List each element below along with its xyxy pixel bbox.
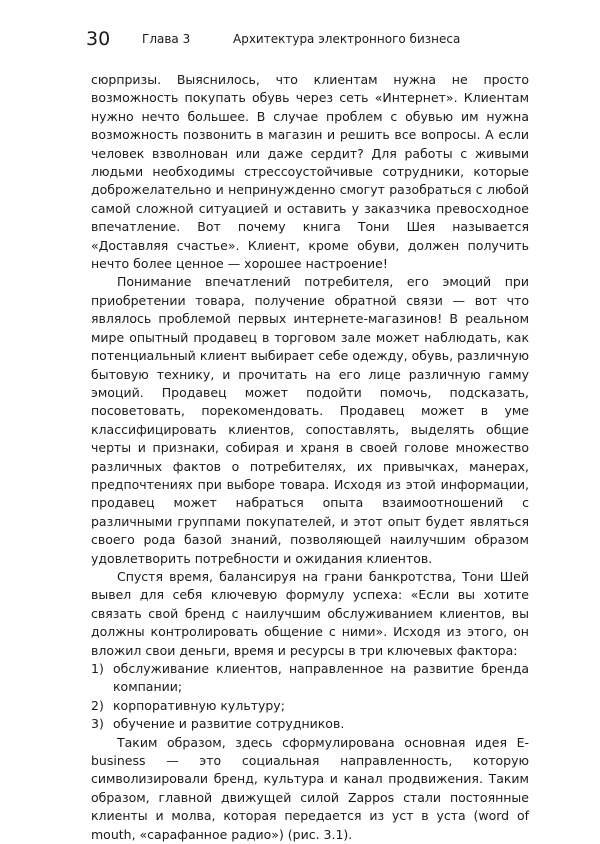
- paragraph-customer-emotions: Понимание впечатлений потребителя, его эмоций при приобретении товара, получение обратной связи — вот что являлось проблемой первых интернете-магазинов! В реальном мире опытный продавец в торговом зале может наблюдать, как потенциальный клиент выбирает себе одежду, обувь, различную бытовую технику, и прочитать на его лице различную гамму эмоций. Продавец может подойти помочь, подсказать, посоветовать, порекомендовать. Продавец может в уме классифицировать клиентов, сопоставлять, выделять общие черты и признаки, собирая и храня в своей голове множество различных фактов о потребителях, их привычках, манерах, предпочтениях при выборе товара. Исходя из этой информации, продавец может набраться опыта взаимоотношений с различными группами покупателей, и этот опыт будет являться своего рода базой знаний, позволяющей наилучшим образом удовлетворить потребности и ожидания клиентов.: [91, 274, 529, 566]
- list-item: [91, 697, 529, 715]
- page-body: [91, 71, 529, 844]
- paragraph-e-business-idea: Таким образом, здесь сформулирована основная идея E-business — это социальная направленность, которую символизировали бренд, культура и канал продвижения. Таким образом, главной движущей силой Zappos стали постоянные клиенты и молва, которая передается из уст в уста (word of mouth, «сарафанное радио») (рис. 3.1).: [91, 734, 529, 842]
- list-item: [91, 715, 529, 733]
- running-header: [86, 27, 526, 53]
- paragraph-continuation: сюрпризы. Выяснилось, что клиентам нужна не просто возможность покупать обувь через сеть «Интернет». Клиентам нужно нечто большее. В случае проблем с обувью им нужна возможность позвонить в магазин и решить все вопросы. А если человек взволнован или даже сердит? Для работы с живыми людьми необходимы стрессоустойчивые сотрудники, которые доброжелательно и непринужденно смогут разобраться с любой самой сложной ситуацией и оставить у заказчика превосходное впечатление. Вот почему книга Тони Шея называется «Доставляя счастье». Клиент, кроме обуви, должен получить нечто более ценное — хорошее настроение!: [91, 72, 529, 272]
- chapter-label: Глава 3: [142, 32, 191, 46]
- list-marker: 3): [91, 716, 104, 732]
- list-item: [91, 660, 529, 697]
- page-number: 30: [86, 28, 111, 50]
- list-marker: 1): [91, 661, 104, 676]
- list-marker: 2): [91, 697, 104, 713]
- paragraph-success-formula: Спустя время, балансируя на грани банкротства, Тони Шей вывел для себя ключевую формулу успеха: «Если вы хотите связать свой бренд с наилучшим обслуживанием клиентов, вы должны контролировать общение с ними». Исходя из этого, он вложил свои деньги, время и ресурсы в три ключевых фактора:: [91, 568, 529, 658]
- running-title: Архитектура электронного бизнеса: [233, 32, 461, 46]
- list-item-text: обучение и развитие сотрудников.: [113, 716, 345, 732]
- key-factors-list: [91, 660, 529, 734]
- list-item-text: обслуживание клиентов, направленное на развитие бренда компании;: [113, 661, 529, 695]
- list-item-text: корпоративную культуру;: [113, 697, 285, 713]
